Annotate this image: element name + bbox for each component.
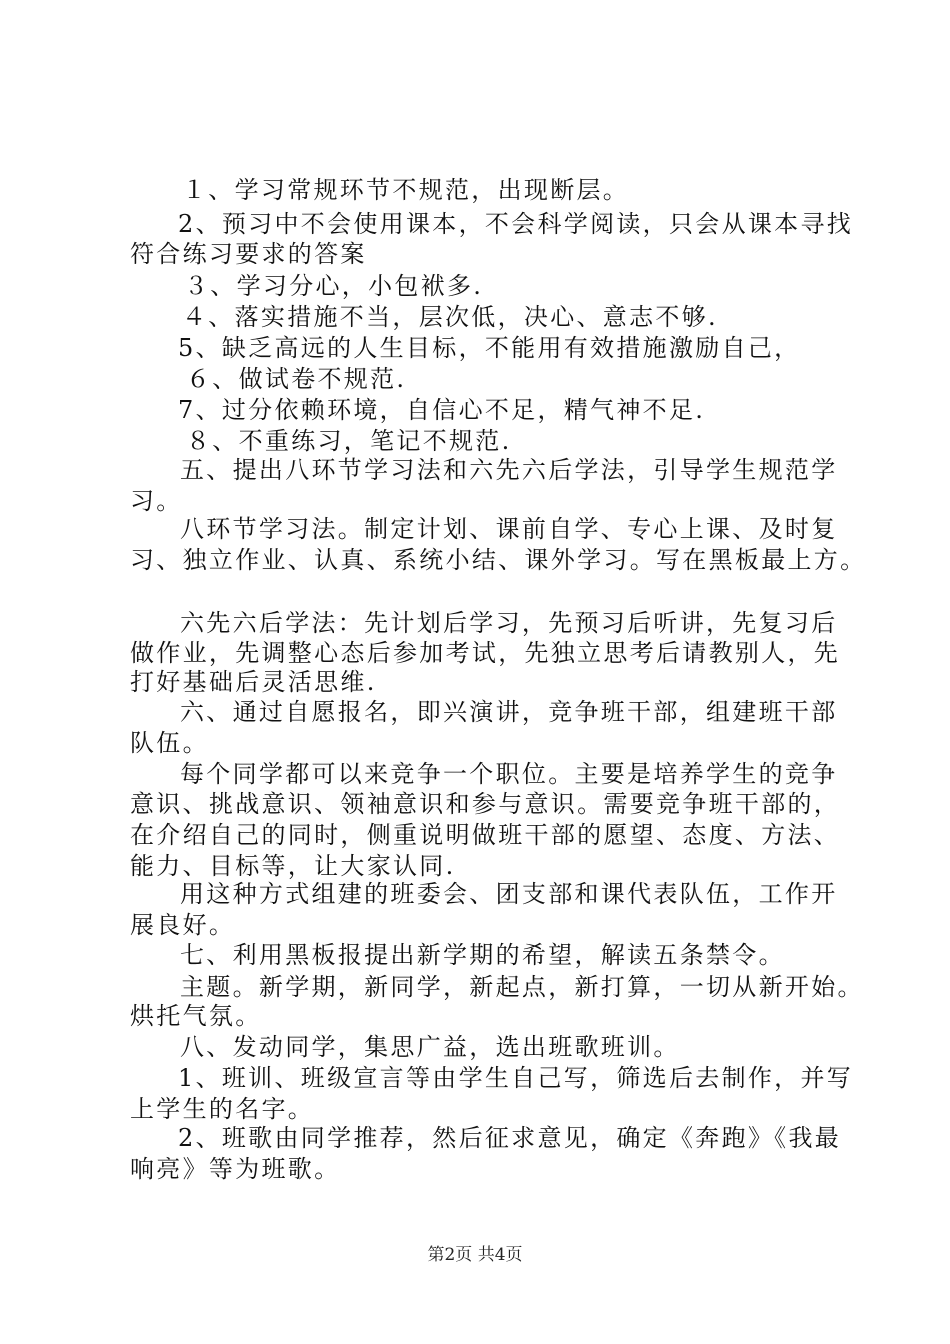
- list-item-1-cont: 上学生的名字。: [130, 1095, 315, 1123]
- paragraph-cont: 打好基础后灵活思维.: [130, 668, 377, 696]
- section-heading-7: 七、利用黑板报提出新学期的希望，解读五条禁令。: [180, 941, 785, 969]
- paragraph: 六先六后学法：先计划后学习，先预习后听讲，先复习后: [180, 609, 838, 637]
- paragraph-cont: 在介绍自己的同时，侧重说明做班干部的愿望、态度、方法、: [130, 821, 841, 849]
- section-heading-6-cont: 队伍。: [130, 729, 209, 757]
- section-heading-5: 五、提出八环节学习法和六先六后学法，引导学生规范学: [180, 456, 838, 484]
- list-item-7: 7、过分依赖环境，自信心不足，精气神不足.: [178, 396, 706, 424]
- paragraph-cont: 能力、目标等，让大家认同.: [130, 852, 456, 880]
- list-item-8: ８、不重练习，笔记不规范.: [186, 427, 512, 455]
- list-item-2: 2、预习中不会使用课本，不会科学阅读，只会从课本寻找: [178, 210, 854, 238]
- paragraph-cont: 烘托气氛。: [130, 1002, 262, 1030]
- section-heading-5-cont: 习。: [130, 487, 183, 515]
- paragraph: 八环节学习法。制定计划、课前自学、专心上课、及时复: [180, 515, 838, 543]
- paragraph-cont: 展良好。: [130, 911, 236, 939]
- paragraph-cont: 意识、挑战意识、领袖意识和参与意识。需要竞争班干部的，: [130, 790, 841, 818]
- paragraph: 用这种方式组建的班委会、团支部和课代表队伍，工作开: [180, 880, 838, 908]
- list-item-1: １、学习常规环节不规范，出现断层。: [182, 176, 630, 204]
- paragraph-cont: 习、独立作业、认真、系统小结、课外学习。写在黑板最上方。: [130, 546, 867, 574]
- paragraph-cont: 做作业，先调整心态后参加考试，先独立思考后请教别人，先: [130, 639, 841, 667]
- paragraph: 主题。新学期，新同学，新起点，新打算，一切从新开始。: [180, 973, 864, 1001]
- paragraph: 每个同学都可以来竞争一个职位。主要是培养学生的竞争: [180, 760, 838, 788]
- list-item-1: 1、班训、班级宣言等由学生自己写，筛选后去制作，并写: [178, 1064, 854, 1092]
- section-heading-8: 八、发动同学，集思广益，选出班歌班训。: [180, 1033, 680, 1061]
- section-heading-6: 六、通过自愿报名，即兴演讲，竞争班干部，组建班干部: [180, 698, 838, 726]
- list-item-2-cont: 符合练习要求的答案: [130, 240, 367, 268]
- list-item-4: ４、落实措施不当，层次低，决心、意志不够.: [182, 303, 718, 331]
- list-item-6: ６、做试卷不规范.: [186, 365, 407, 393]
- page-number-footer: 第2页 共4页: [427, 1245, 523, 1265]
- list-item-2-cont: 响亮》等为班歌。: [130, 1155, 341, 1183]
- list-item-3: ３、学习分心，小包袱多.: [184, 272, 484, 300]
- list-item-2: 2、班歌由同学推荐，然后征求意见，确定《奔跑》《我最: [178, 1124, 842, 1152]
- list-item-5: 5、缺乏高远的人生目标，不能用有效措施激励自己，: [178, 334, 801, 362]
